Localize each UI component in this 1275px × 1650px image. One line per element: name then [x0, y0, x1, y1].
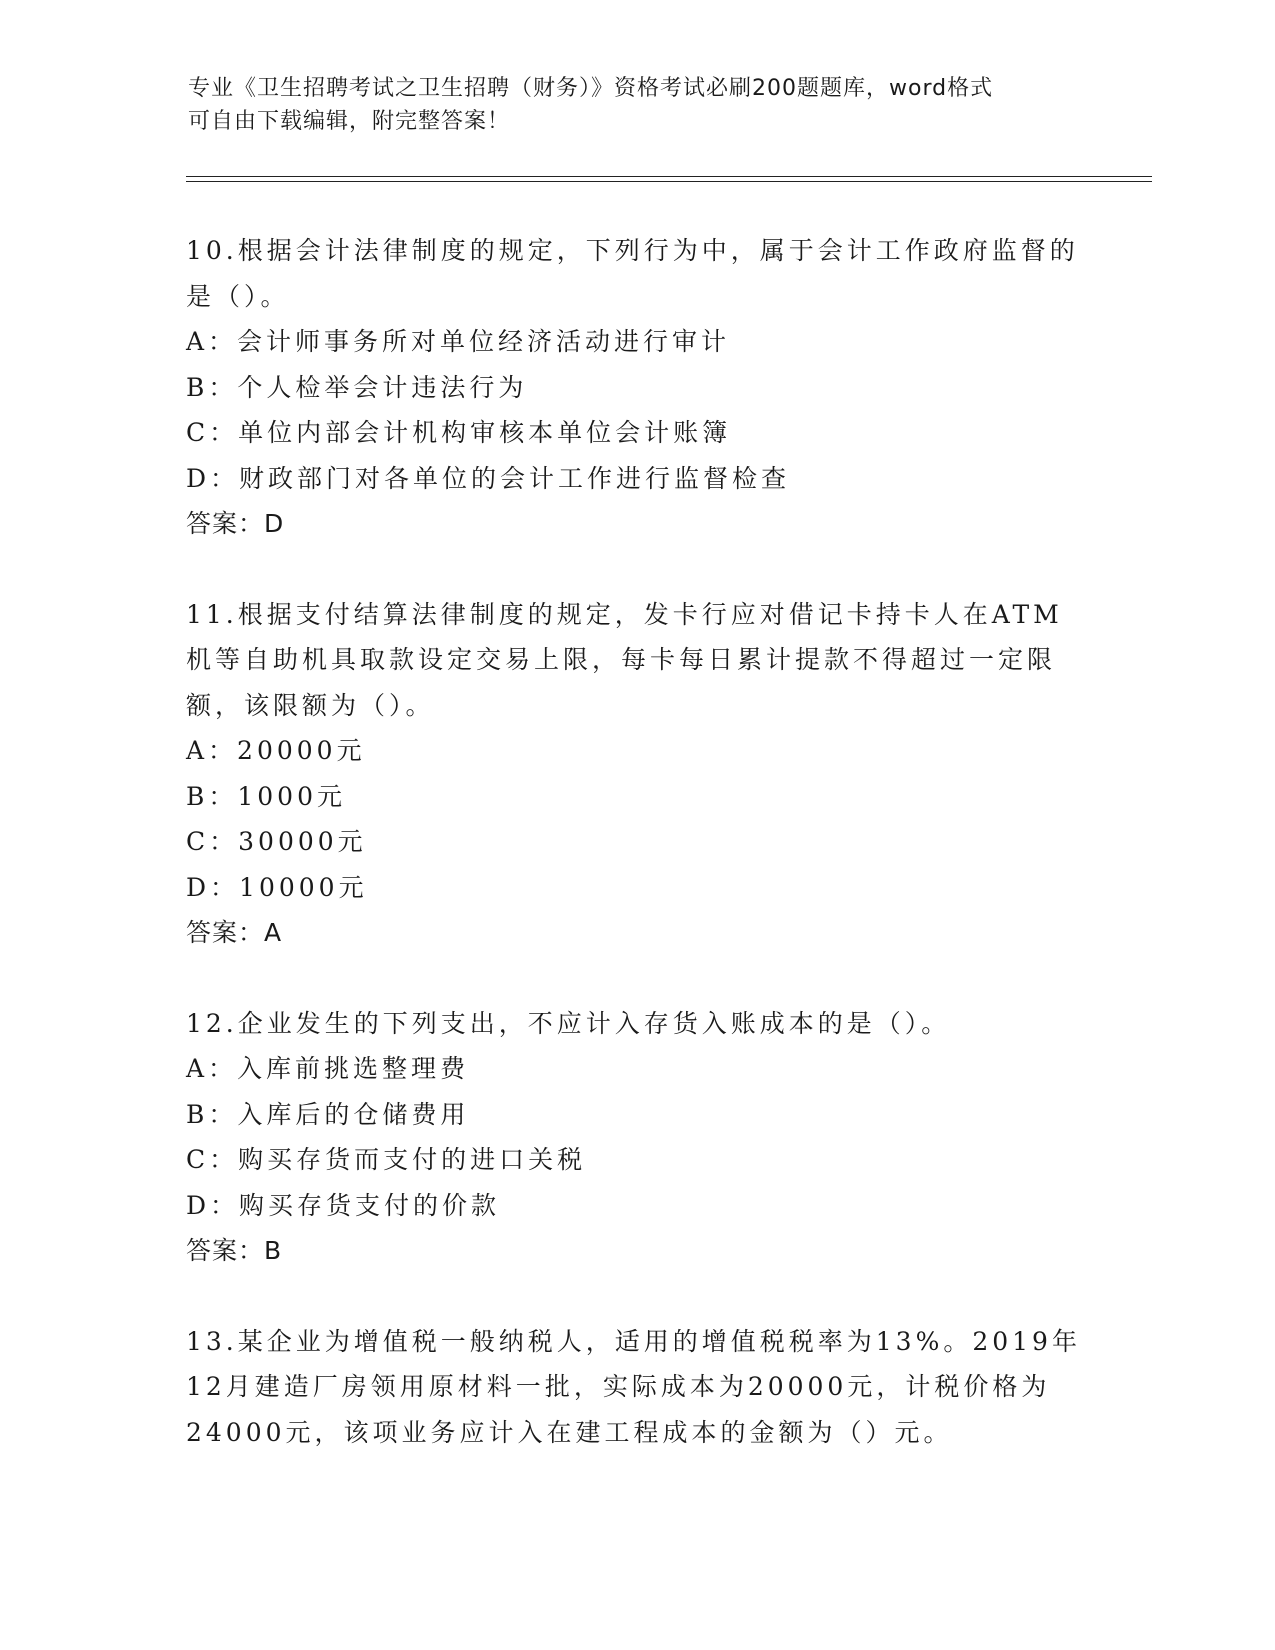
question-11 — [186, 592, 1086, 956]
answer: 答案：A — [186, 918, 283, 947]
question-text: 10.根据会计法律制度的规定，下列行为中，属于会计工作政府监督的是（）。 — [186, 236, 1079, 311]
question-text: 12.企业发生的下列支出，不应计入存货入账成本的是（）。 — [186, 1008, 951, 1038]
option-a: A：20000元 — [186, 736, 366, 765]
option-c: C：购买存货而支付的进口关税 — [186, 1145, 587, 1174]
option-c: C：30000元 — [186, 827, 367, 856]
option-d: D：财政部门对各单位的会计工作进行监督检查 — [186, 463, 791, 493]
option-d: D：10000元 — [186, 872, 368, 902]
question-13 — [186, 1319, 1086, 1456]
document-header — [188, 72, 1068, 138]
question-text: 11.根据支付结算法律制度的规定，发卡行应对借记卡持卡人在ATM机等自助机具取款设定交易上限，每卡每日累计提款不得超过一定限额，该限额为（）。 — [186, 599, 1063, 720]
header-line-2: 可自由下载编辑，附完整答案！ — [188, 109, 511, 134]
option-c: C：单位内部会计机构审核本单位会计账簿 — [186, 418, 732, 447]
option-b: B：个人检举会计违法行为 — [186, 372, 528, 402]
answer: 答案：B — [186, 1236, 283, 1265]
answer: 答案：D — [186, 509, 285, 538]
header-divider-bottom — [186, 181, 1152, 182]
question-12 — [186, 1001, 1086, 1274]
question-text: 13.某企业为增值税一般纳税人，适用的增值税税率为13%。2019年12月建造厂房领用原材料一批，实际成本为20000元，计税价格为24000元，该项业务应计入在建工程成本的金额为（）元。 — [186, 1326, 1081, 1447]
question-10 — [186, 228, 1086, 547]
header-divider-top — [186, 176, 1152, 177]
option-b: B：1000元 — [186, 781, 346, 811]
option-b: B：入库后的仓储费用 — [186, 1099, 470, 1129]
header-line-1: 专业《卫生招聘考试之卫生招聘（财务）》资格考试必刷200题题库，word格式 — [188, 76, 994, 101]
option-a: A：入库前挑选整理费 — [186, 1054, 470, 1083]
option-a: A：会计师事务所对单位经济活动进行审计 — [186, 327, 731, 356]
option-d: D：购买存货支付的价款 — [186, 1190, 501, 1220]
question-list — [186, 228, 1086, 1500]
